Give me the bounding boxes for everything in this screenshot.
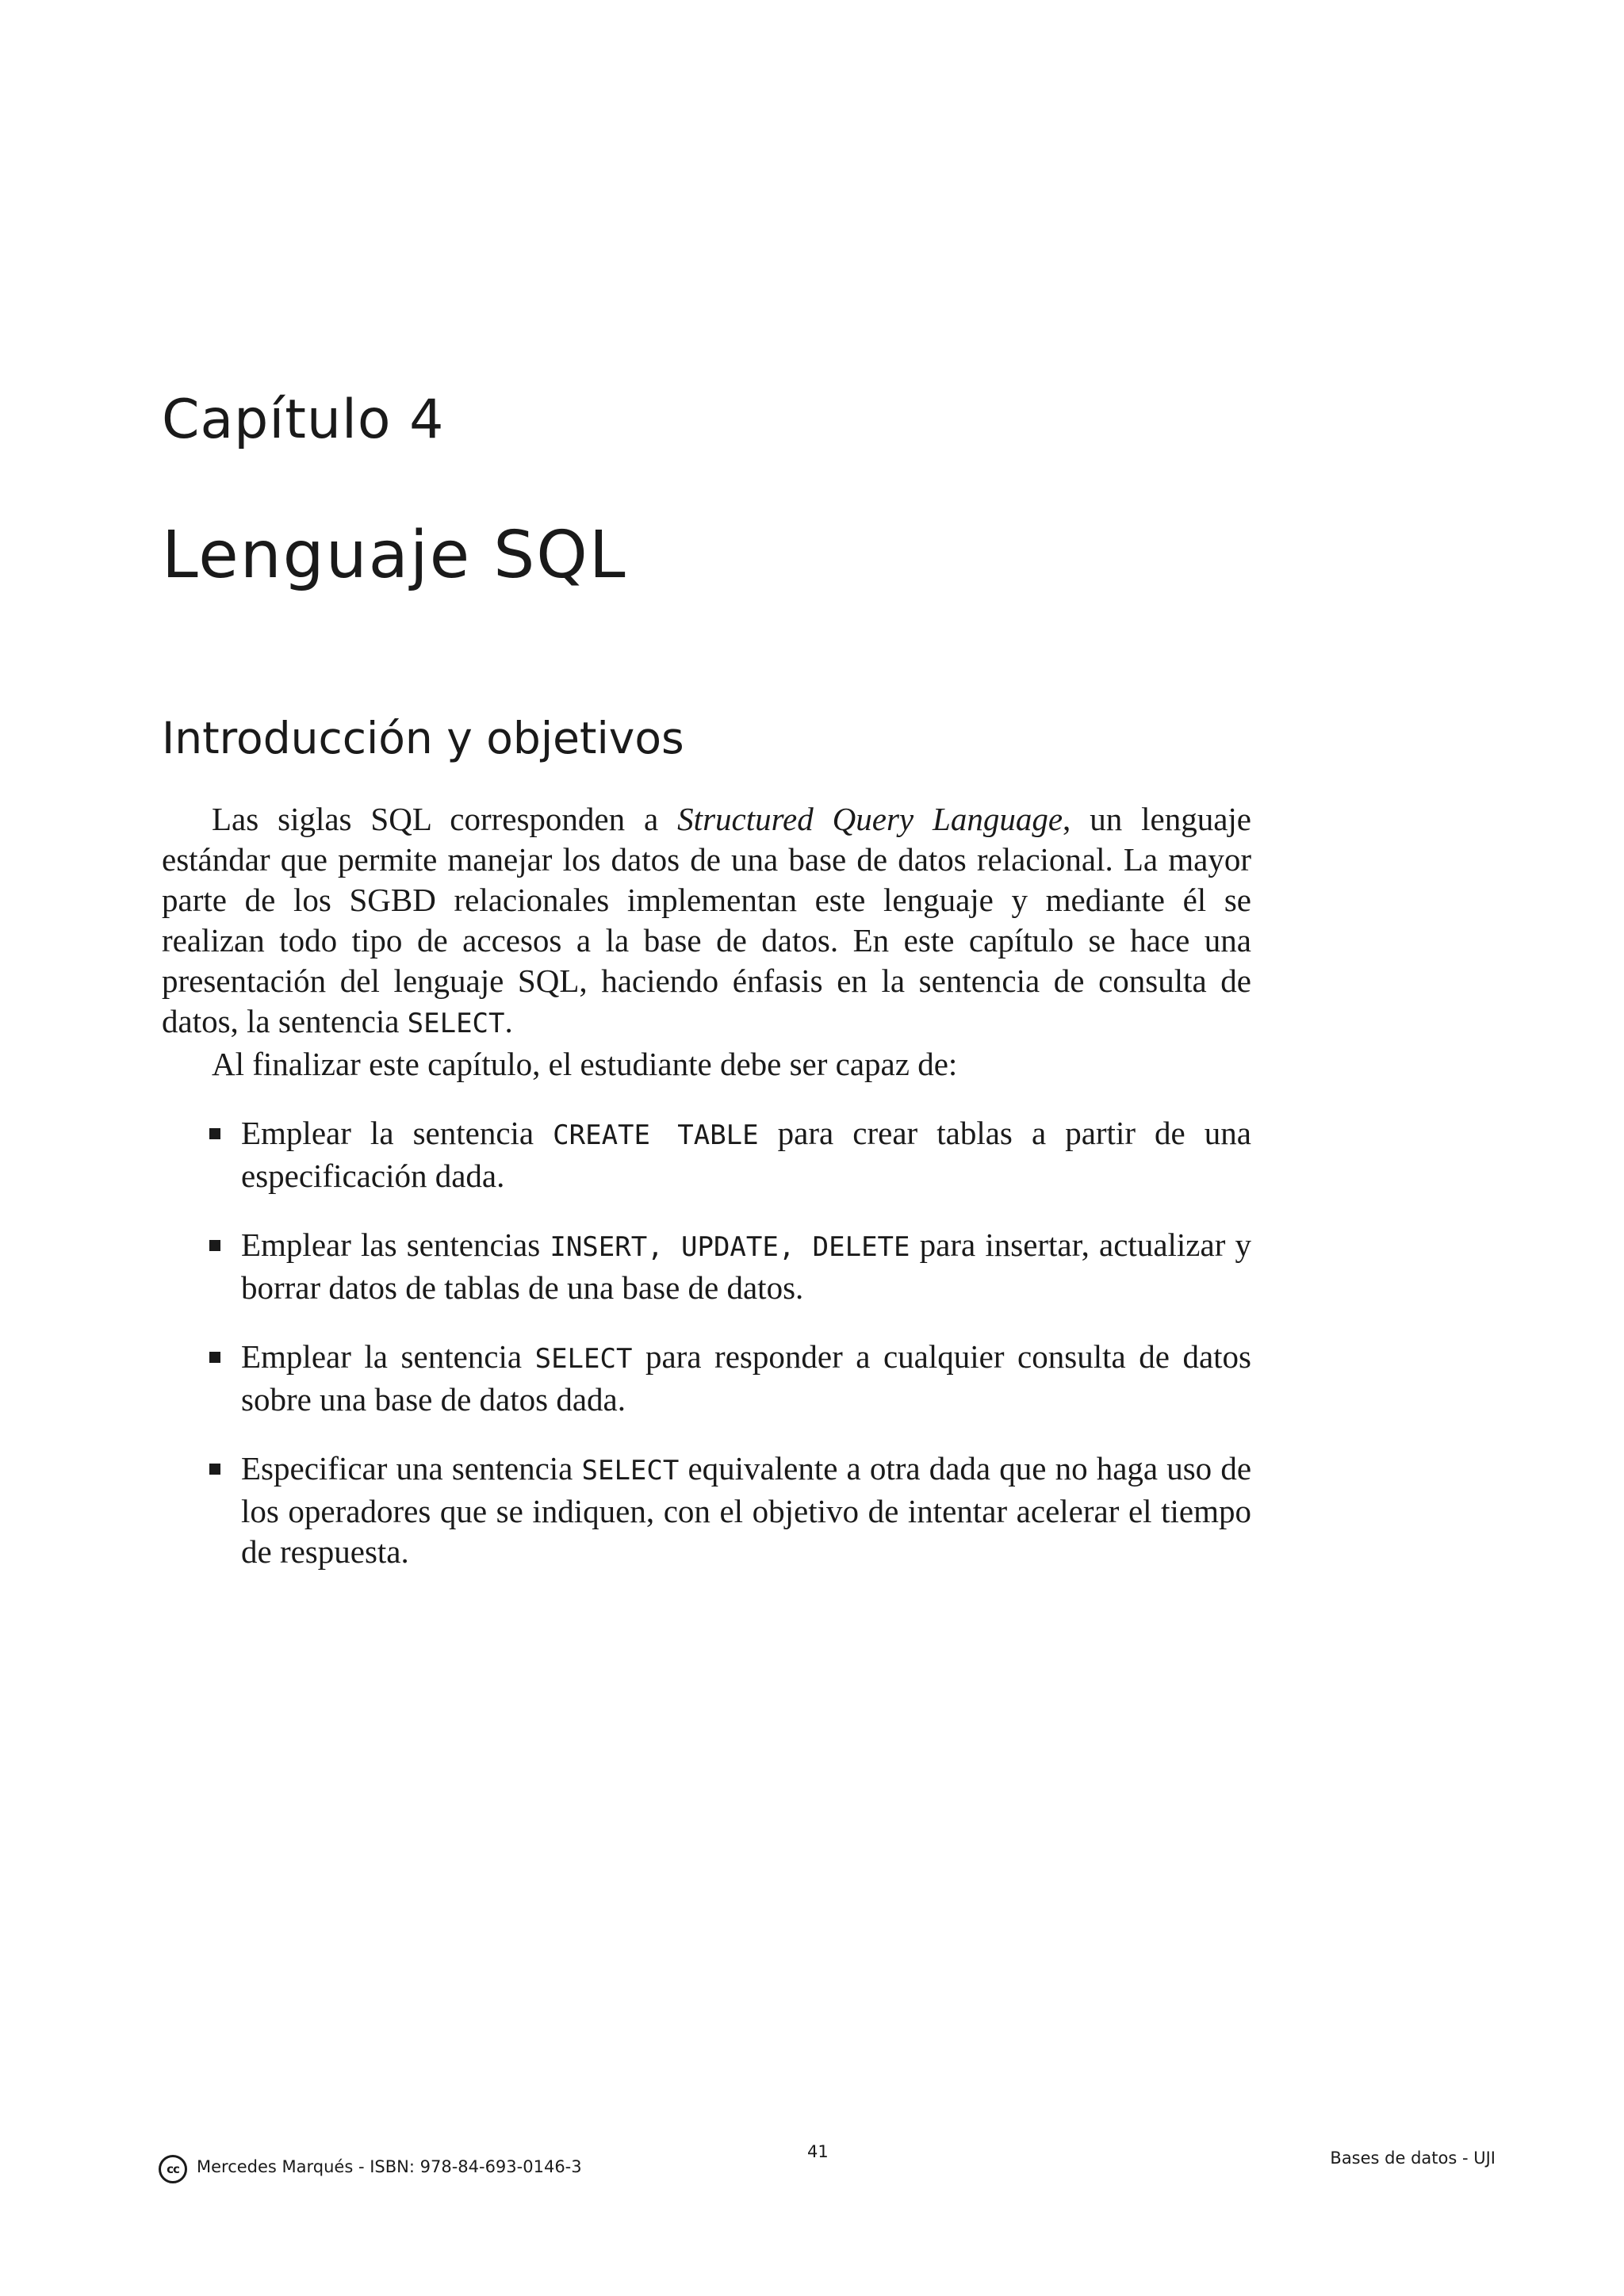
- footer-book-title: Bases de datos - UJI: [1330, 2149, 1496, 2168]
- objectives-intro: Al finalizar este capítulo, el estudiante debe ser capaz de:: [212, 1046, 958, 1082]
- objective-item: [162, 1337, 1251, 1420]
- square-bullet-icon: [209, 1128, 220, 1139]
- objective-item: [162, 1225, 1251, 1308]
- intro-paragraph: [162, 799, 1251, 1044]
- page-number: 41: [807, 2142, 829, 2161]
- footer-left: [159, 2150, 582, 2183]
- creative-commons-icon: cc: [159, 2155, 187, 2183]
- intro-text-end: .: [504, 1003, 513, 1039]
- objective-text: para responder a cualquier consulta de datos sobre una base de datos dada.: [241, 1338, 1251, 1418]
- objective-code: SELECT: [534, 1343, 633, 1375]
- objective-text: para insertar, actualizar y borrar datos de tablas de una base de datos.: [241, 1226, 1252, 1306]
- chapter-title: Lenguaje SQL: [162, 518, 627, 593]
- objective-item: [162, 1113, 1251, 1196]
- square-bullet-icon: [209, 1240, 220, 1251]
- section-title: Introducción y objetivos: [162, 713, 684, 763]
- objective-text: equivalente a otra dada que no haga uso de los operadores que se indiquen, con el objetivo de intentar acelerar el tiempo de respuesta.: [241, 1450, 1252, 1570]
- objective-code: CREATE TABLE: [553, 1119, 759, 1151]
- chapter-label: Capítulo 4: [162, 388, 445, 451]
- objectives-list: [162, 1113, 1251, 1572]
- intro-code-select: SELECT: [407, 1008, 505, 1039]
- objective-text: Emplear las sentencias: [241, 1226, 550, 1263]
- objective-code: INSERT, UPDATE, DELETE: [550, 1231, 910, 1263]
- square-bullet-icon: [209, 1352, 220, 1363]
- objective-code: SELECT: [581, 1455, 680, 1487]
- objective-text: Emplear la sentencia: [241, 1115, 553, 1151]
- objective-text: Emplear la sentencia: [241, 1338, 535, 1375]
- objective-item: [162, 1448, 1251, 1572]
- square-bullet-icon: [209, 1464, 220, 1475]
- footer-author-isbn: Mercedes Marqués - ISBN: 978-84-693-0146-3: [197, 2156, 582, 2176]
- sql-expansion-term: Structured Query Language: [677, 801, 1063, 837]
- objective-text: para crear tablas a partir de una especificación dada.: [241, 1115, 1251, 1194]
- objective-text: Especificar una sentencia: [241, 1450, 582, 1487]
- intro-text-start: Las siglas SQL corresponden a: [212, 801, 678, 837]
- intro-text-middle: , un lenguaje estándar que permite manejar los datos de una base de datos relacional. La mayor parte de los SGBD relacionales implementan este lenguaje y mediante él se realizan todo tipo de accesos a la base de datos. En este capítulo se hace una presentación del lenguaje SQL, haciendo énfasis en la sentencia de consulta de datos, la sentencia: [162, 801, 1252, 1039]
- chapter-body: [162, 799, 1251, 1601]
